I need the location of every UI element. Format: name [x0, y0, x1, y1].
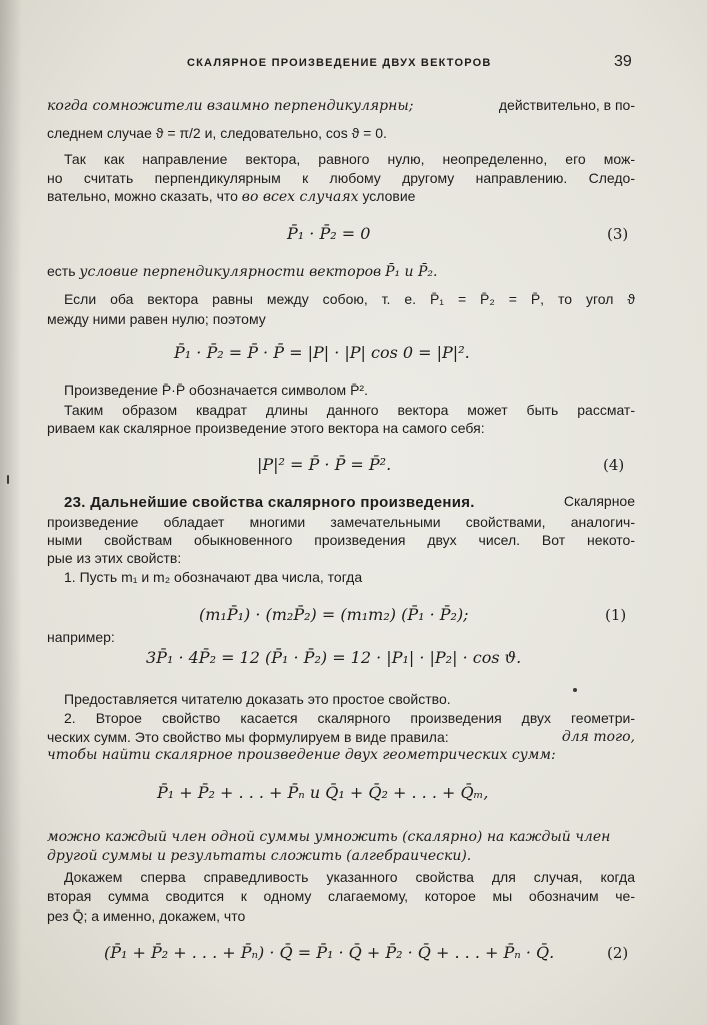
text-line: произведение обладает многими замечательными свойствами, аналогич- [47, 514, 635, 530]
text-line: но считать перпендикулярным к любому другому направлению. Следо- [47, 170, 635, 186]
text-line: Если оба вектора равны между собою, т. е. P̄₁ = P̄₂ = P̄, то угол ϑ [64, 291, 635, 307]
page-number: 39 [614, 53, 632, 70]
running-title: СКАЛЯРНОЕ ПРОИЗВЕДЕНИЕ ДВУХ ВЕКТОРОВ [187, 57, 492, 69]
text-line: риваем как скалярное произведение этого вектора на самого себя: [47, 420, 485, 436]
text-line: когда сомножители взаимно перпендикулярны; действительно, в по- [47, 97, 635, 114]
page-edge-shadow [0, 0, 22, 1025]
text-line: Таким образом квадрат длины данного вектора может быть рассмат- [64, 402, 635, 418]
text-line: ными свойствам обыкновенного произведения двух чисел. Вот некото- [47, 532, 635, 548]
formula-scalar-factor: (m₁P̄₁) · (m₂P̄₂) = (m₁m₂) (P̄₁ · P̄₂); [199, 605, 469, 624]
text-line: чтобы найти скалярное произведение двух геометрических сумм: [47, 747, 556, 763]
formula-two-sums: P̄₁ + P̄₂ + . . . + P̄ₙ и Q̄₁ + Q̄₂ + . . . + Q̄ₘ, [157, 783, 489, 802]
formula-number: (4) [603, 456, 625, 474]
text-line: рые из этих свойств: [47, 550, 182, 566]
margin-mark [7, 475, 9, 484]
text-line: между ними равен нулю; поэтому [47, 311, 266, 327]
text-line: рез Q̄; а именно, докажем, что [47, 908, 246, 924]
section-heading: 23. Дальнейшие свойства скалярного произведения. Скалярное [64, 493, 635, 511]
formula-number: (1) [605, 606, 627, 624]
text-line: Так как направление вектора, равного нулю, неопределенно, его мож- [64, 151, 635, 167]
formula-distributive: (P̄₁ + P̄₂ + . . . + P̄ₙ) · Q̄ = P̄₁ · Q̄ + P̄₂ · Q̄ + . . . + P̄ₙ · Q̄. [104, 943, 555, 962]
text-line: вторая сумма сводится к одному слагаемому, которое мы обозначим че- [47, 888, 635, 904]
text-line: Предоставляется читателю доказать это простое свойство. [64, 691, 451, 707]
text-line: другой суммы и результаты сложить (алгебраически). [47, 848, 472, 864]
ink-dot [573, 688, 577, 692]
formula-number: (2) [607, 944, 629, 962]
formula-square: |P|² = P̄ · P̄ = P̄². [257, 455, 392, 474]
text-line: следнем случае ϑ = π/2 и, следовательно, cos ϑ = 0. [47, 125, 387, 141]
text-line: например: [47, 629, 115, 645]
formula-zero-angle: P̄₁ · P̄₂ = P̄ · P̄ = |P| · |P| cos 0 = |P|². [174, 343, 470, 362]
text-line: вательно, можно сказать, что во всех случаях условие [47, 188, 416, 205]
text-line: есть условие перпендикулярности векторов P̄₁ и P̄₂. [47, 263, 438, 280]
text-line: ческих сумм. Это свойство мы формулируем в виде правила: для того, [47, 729, 635, 745]
formula-perpendicular: P̄₁ · P̄₂ = 0 [287, 224, 371, 243]
formula-number: (3) [607, 225, 629, 243]
text-line: Докажем сперва справедливость указанного свойства для случая, когда [64, 869, 635, 885]
text-line: Произведение P̄·P̄ обозначается символом P̄². [64, 382, 368, 398]
formula-example: 3P̄₁ · 4P̄₂ = 12 (P̄₁ · P̄₂) = 12 · |P₁| · |P₂| · cos ϑ. [146, 648, 522, 667]
text-line: 1. Пусть m₁ и m₂ обозначают два числа, тогда [64, 569, 363, 585]
text-line: можно каждый член одной суммы умножить (скалярно) на каждый член [47, 829, 611, 845]
text-line: 2. Второе свойство касается скалярного произведения двух геометри- [64, 710, 635, 726]
